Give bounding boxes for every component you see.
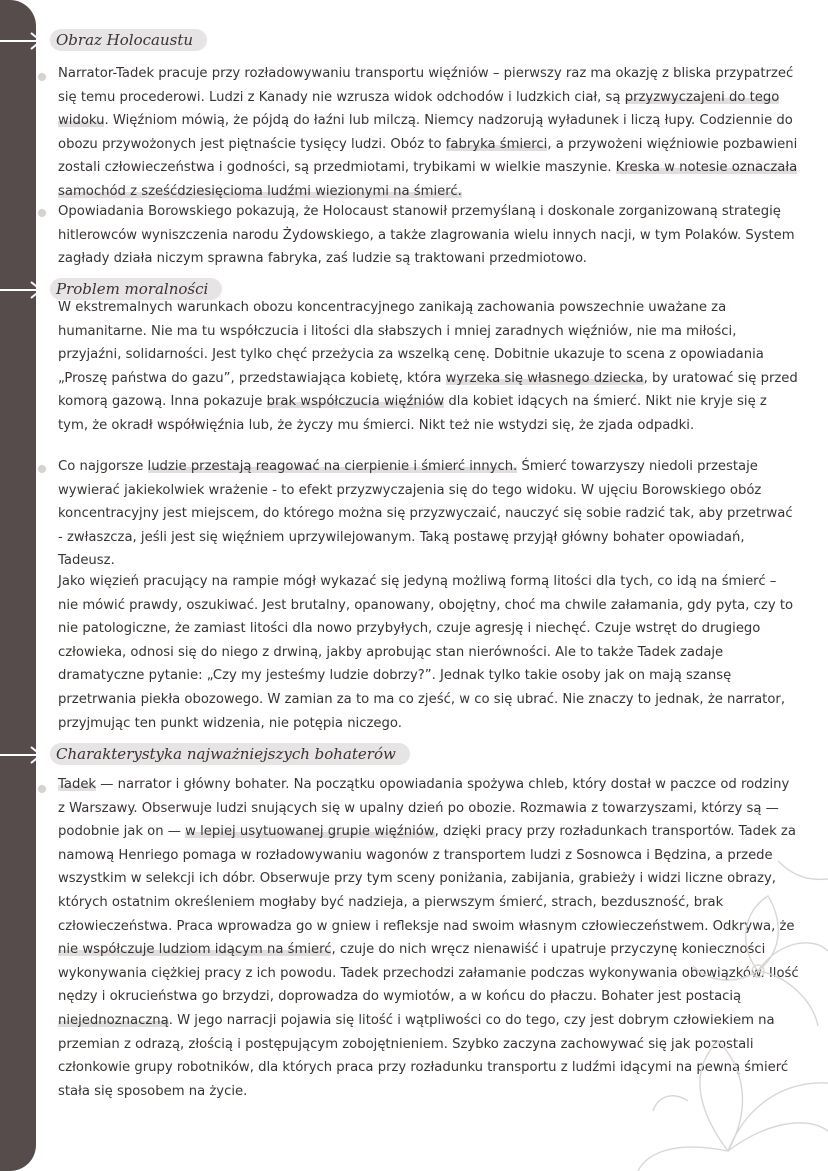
page-spine-bar — [0, 0, 36, 1171]
paragraph-morality-1: W ekstremalnych warunkach obozu koncentracyjnego zanikają zachowania powszechnie uważane za humanitarne. Nie ma tu współczucia i litości dla słabszych i mniej zaradnych więźniów, nie ma miłości, przyjaźni, solidarności. Jest tylko chęć przeżycia za wszelką cenę. Dobitnie ukazuje to scena z opowiadania „Proszę państwa do gazu”, przedstawiająca kobietę, która wyrzeka się własnego dziecka, by uratować się przed komorą gazową. Inna pokazuje brak współczucia więźniów dla kobiet idących na śmierć. Nikt nie kryje się z tym, że okradł współwięźnia lub, że życzy mu śmierci. Nikt też nie wstydzi się, że zjada odpadki. — [58, 300, 798, 433]
flower-outline-decoration — [578, 851, 828, 1171]
arrow-right-icon — [0, 29, 46, 53]
paragraph-morality-3: Jako więzień pracujący na rampie mógł wykazać się jedyną możliwą formą litości dla tych, co idą na śmierć – nie mówić prawdy, oszukiwać. Jest brutalny, opanowany, obojętny, choć ma chwile załamania, gdy pyta, czy to nie patologiczne, że zamiast litości dla nowo przybyłych, czuje agresję i niechęć. Czuje wstręt do drugiego człowieka, odnosi się do niego z drwiną, jakby aprobując stan nierówności. Ale to także Tadek zadaje dramatyczne pytanie: „Czy my jesteśmy ludzie dobrzy?”. Jednak tylko takie osoby jak on mają szansę przetrwania piekła obozowego. W zamian za to ma co zjeść, w co się ubrać. Nie znaczy to jednak, że narrator, przyjmując ten punkt widzenia, nie potępia niczego. — [58, 574, 794, 731]
bullet-dot — [38, 785, 46, 793]
section-heading-morality: Problem moralności — [50, 278, 222, 300]
bullet-dot — [38, 465, 46, 473]
bullet-dot — [38, 209, 46, 217]
section-heading-characters: Charakterystyka najważniejszych bohaterów — [50, 743, 410, 765]
paragraph-morality-2: Co najgorsze ludzie przestają reagować na cierpienie i śmierć innych. Śmierć towarzyszy niedoli przestaje wywierać jakiekolwiek wrażenie - to efekt przyzwyczajenia się do tego widoku. W ujęciu Borowskiego obóz koncentracyjny jest miejscem, do którego można się przyzwyczaić, nauczyć się sobie radzić tak, aby przetrwać - zwłaszcza, jeśli jest się więźniem uprzywilejowanym. Taką postawę przyjął główny bohater opowiadań, Tadeusz. — [58, 459, 793, 569]
paragraph-holocaust-2: Opowiadania Borowskiego pokazują, że Holocaust stanowił przemyślaną i doskonale zorganizowaną strategię hitlerowców wyniszczenia narodu Żydowskiego, a także zlagrowania wielu innych nacji, w tym Polaków. System zagłady działa niczym sprawna fabryka, zaś ludzie są traktowani przedmiotowo. — [58, 204, 795, 267]
section-heading-holocaust: Obraz Holocaustu — [50, 29, 207, 51]
arrow-right-icon — [0, 278, 46, 302]
paragraph-holocaust-1: Narrator-Tadek pracuje przy rozładowywaniu transportu więźniów – pierwszy raz ma okazję z bliska przypatrzeć się temu procederowi. Ludzi z Kanady nie wzrusza widok odchodów i ludzkich ciał, są przyzwyczajeni do tego widoku. Więźniom mówią, że pójdą do łaźni lub milczą. Niemcy nadzorują wyładunek i liczą łupy. Codziennie do obozu przywożonych jest piętnaście tysięcy ludzi. Obóz to fabryka śmierci, a przywożeni więźniowie pozbawieni zostali człowieczeństwa i godności, są przedmiotami, trybikami w wielkie maszynie. Kreska w notesie oznaczała samochód z sześćdziesięcioma ludźmi wiezionymi na śmierć. — [58, 66, 798, 199]
paragraph-characters-tadek: Tadek — narrator i główny bohater. Na początku opowiadania spożywa chleb, który dostał w paczce od rodziny z Warszawy. Obserwuje ludzi snujących się w upalny dzień po obozie. Rozmawia z towarzyszami, którzy są — podobnie jak on — w lepiej usytuowanej grupie więźniów, dzięki pracy przy rozładunkach transportów. Tadek za namową Henriego pomaga w rozładowywaniu wagonów z transportem ludzi z Sosnowca i Będzina, a przede wszystkim w selekcji ich dóbr. Obserwuje przy tym sceny poniżania, zabijania, grabieży i widzi liczne obrazy, których ostatnim określeniem mogłaby być nadzieja, a pierwszym śmierć, strach, bezduszność, brak człowieczeństwa. Praca wprowadza go w gniew i refleksje nad swoim własnym człowieczeństwem. Odkrywa, że nie współczuje ludziom idącym na śmierć, czuje do nich wręcz nienawiść i upatruje przyczynę konieczności wykonywania ciężkiej pracy z ich powodu. Tadek przechodzi załamanie podczas wykonywania obowiązków. Ilość nędzy i okrucieństwa go brzydzi, doprowadza do wymiotów, a w końcu do płaczu. Bohater jest postacią niejednoznaczną. W jego narracji pojawia się litość i wątpliwości co do tego, czy jest dobrym człowiekiem na przemian z odrazą, złością i postępującym zobojętnieniem. Szybko zaczyna zachowywać się jak pozostali członkowie grupy robotników, dla których praca przy rozładunku transportu z ludźmi idącymi na pewną śmierć stała się sposobem na życie. — [58, 777, 799, 1099]
arrow-right-icon — [0, 743, 46, 767]
bullet-dot — [38, 73, 46, 81]
